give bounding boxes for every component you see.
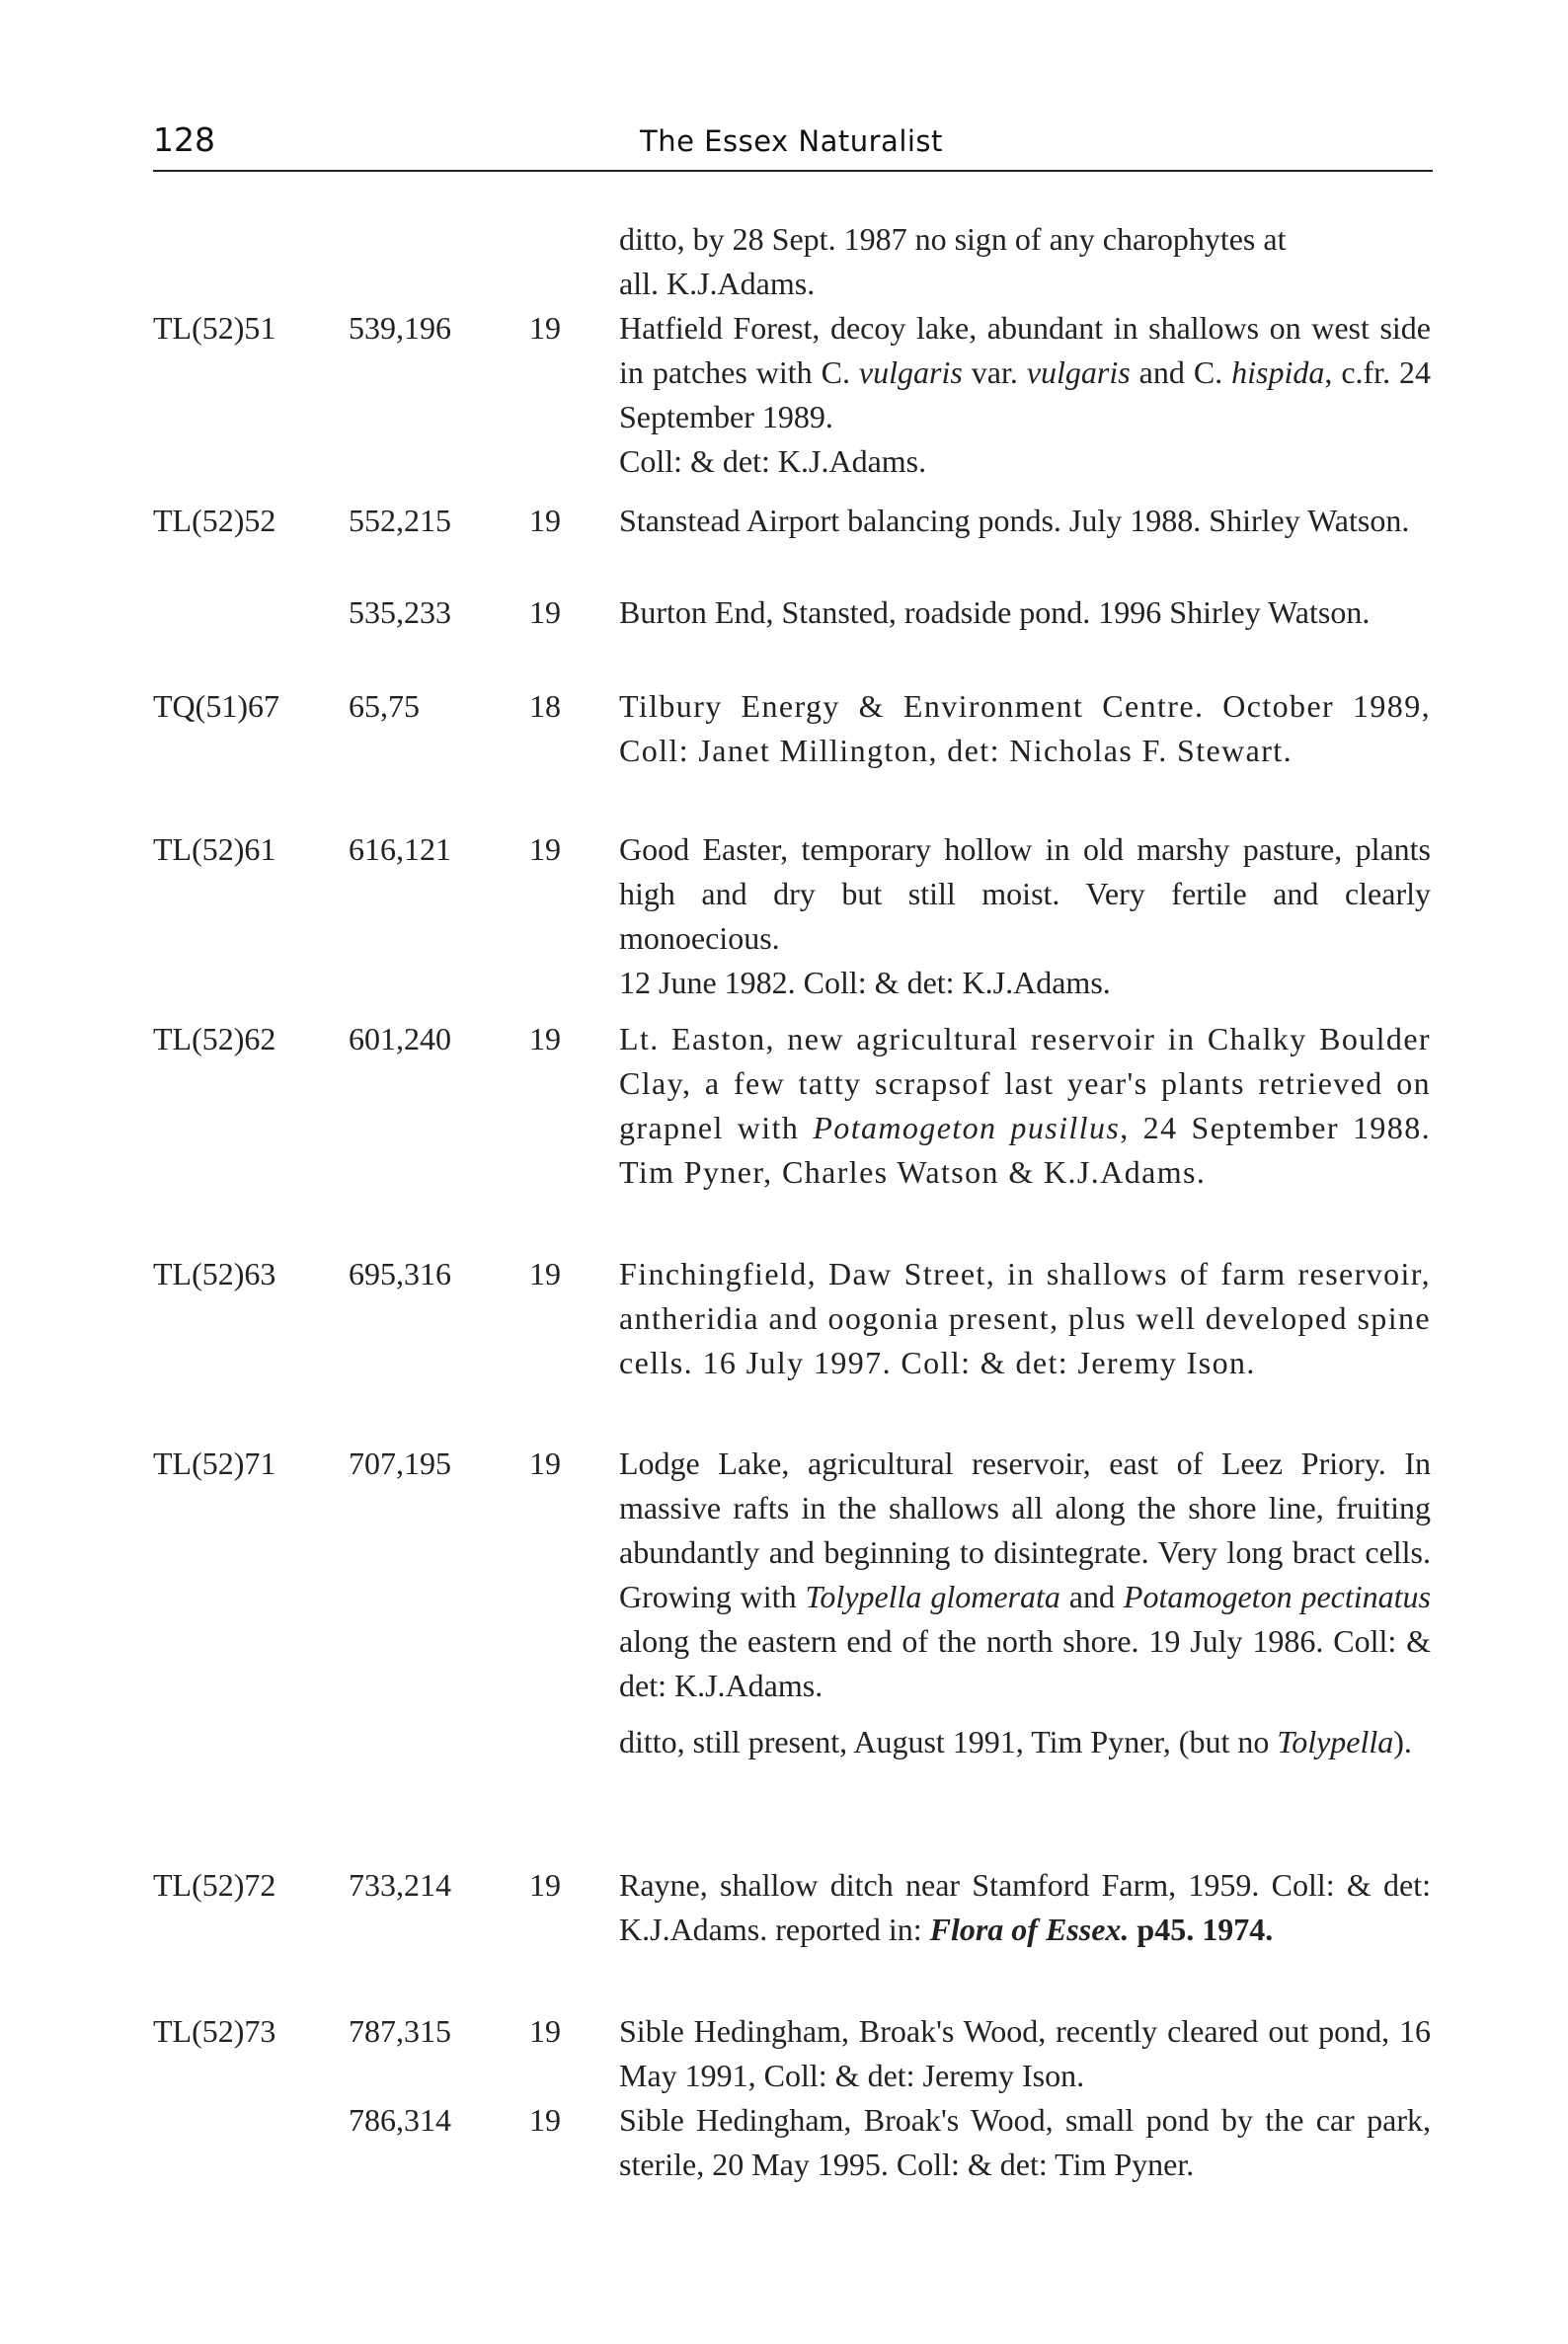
- grid-reference: TL(52)62: [153, 1021, 276, 1056]
- coordinates: 707,195: [349, 1445, 451, 1481]
- vice-county: 18: [529, 688, 561, 724]
- species-name: vulgaris: [858, 354, 963, 390]
- record-text: Burton End, Stansted, roadside pond. 1996 Shirley Watson.: [619, 594, 1371, 630]
- vice-county: 19: [529, 1256, 561, 1291]
- grid-reference: TL(52)72: [153, 1867, 276, 1903]
- record-text: [619, 1863, 1431, 1952]
- coordinates: 65,75: [349, 688, 420, 724]
- text-run: Hatfield Forest, decoy lake, abundant in shallows on west side in patches with C.: [619, 310, 1431, 390]
- text-line: Coll: & det: K.J.Adams.: [619, 443, 927, 479]
- text-paragraph: Good Easter, temporary hollow in old marshy pasture, plants high and dry but still moist. Very fertile and clearly monoecious.: [619, 831, 1431, 956]
- text-run: Rayne, shallow ditch near Stamford Farm, 1959. Coll: & det: K.J.Adams. reported in:: [619, 1867, 1431, 1947]
- vice-county: 19: [529, 310, 561, 346]
- grid-reference: TQ(51)67: [153, 688, 279, 724]
- vice-county: 19: [529, 1021, 561, 1056]
- publication-title: Flora of Essex.: [929, 1912, 1130, 1947]
- record-text: Sible Hedingham, Broak's Wood, recently cleared out pond, 16 May 1991, Coll: & det: Jeremy Ison.: [619, 2013, 1431, 2093]
- record-text: [619, 217, 1431, 306]
- species-name: Potamogeton pusillus: [813, 1110, 1121, 1145]
- coordinates: 601,240: [349, 1021, 451, 1056]
- record-text: [619, 1017, 1431, 1195]
- grid-reference: TL(52)52: [153, 503, 276, 538]
- journal-title: The Essex Naturalist: [640, 124, 943, 158]
- text-run: , c.fr. 24 September 1989.: [619, 354, 1432, 434]
- text-run: and: [1059, 1579, 1124, 1614]
- record-text: Sible Hedingham, Broak's Wood, small pond by the car park, sterile, 20 May 1995. Coll: & det: Tim Pyner.: [619, 2102, 1431, 2182]
- record-text: [619, 827, 1431, 1005]
- vice-county: 19: [529, 594, 561, 630]
- vice-county: 19: [529, 831, 561, 867]
- text-line: 12 June 1982. Coll: & det: K.J.Adams.: [619, 965, 1111, 1000]
- grid-reference: TL(52)51: [153, 310, 276, 346]
- species-name: Tolypella glomerata: [805, 1579, 1060, 1614]
- coordinates: 616,121: [349, 831, 451, 867]
- vice-county: 19: [529, 2102, 561, 2138]
- vice-county: 19: [529, 2013, 561, 2049]
- vice-county: 19: [529, 1867, 561, 1903]
- publication-ref: p45. 1974.: [1129, 1912, 1274, 1947]
- coordinates: 535,233: [349, 594, 451, 630]
- coordinates: 552,215: [349, 503, 451, 538]
- coordinates: 787,315: [349, 2013, 451, 2049]
- record-text: Stanstead Airport balancing ponds. July 1988. Shirley Watson.: [619, 503, 1410, 538]
- record-text: [619, 1442, 1431, 1764]
- text-run: ).: [1393, 1724, 1412, 1759]
- text-line: all. K.J.Adams.: [619, 266, 816, 301]
- text-run: along the eastern end of the north shore. 19 July 1986. Coll: & det: K.J.Adams.: [619, 1623, 1431, 1703]
- coordinates: 695,316: [349, 1256, 451, 1291]
- species-name: Tolypella: [1277, 1724, 1394, 1759]
- grid-reference: TL(52)71: [153, 1445, 276, 1481]
- vice-county: 19: [529, 1445, 561, 1481]
- species-name: hispida: [1231, 354, 1325, 390]
- grid-reference: TL(52)73: [153, 2013, 276, 2049]
- coordinates: 539,196: [349, 310, 451, 346]
- record-text: [619, 306, 1431, 484]
- record-text: Finchingfield, Daw Street, in shallows of farm reservoir, antheridia and oogonia present, plus well developed spine cells. 16 July 1997. Coll: & det: Jeremy Ison.: [619, 1256, 1431, 1380]
- grid-reference: TL(52)61: [153, 831, 276, 867]
- grid-reference: TL(52)63: [153, 1256, 276, 1291]
- text-run: Lt. Easton, new agricultural reservoir in Chalky Boulder Clay, a few tatty scrapsof last year's plants retrieved on grapnel with: [619, 1021, 1431, 1145]
- text-run: , 24 September 1988. Tim Pyner, Charles Watson & K.J.Adams.: [619, 1110, 1432, 1190]
- text-run: and C.: [1130, 354, 1232, 390]
- text-line: ditto, by 28 Sept. 1987 no sign of any charophytes at: [619, 221, 1287, 257]
- text-run: Lodge Lake, agricultural reservoir, east of Leez Priory. In massive rafts in the shallows all along the shore line, fruiting abundantly and beginning to disintegrate. Very long bract cells. Growing with: [619, 1445, 1431, 1614]
- species-name: Potamogeton pectinatus: [1123, 1579, 1432, 1614]
- page-number: 128: [153, 120, 215, 159]
- species-name: vulgaris: [1026, 354, 1131, 390]
- record-text: Tilbury Energy & Environment Centre. October 1989, Coll: Janet Millington, det: Nicholas F. Stewart.: [619, 688, 1431, 768]
- text-run: ditto, still present, August 1991, Tim Pyner, (but no: [619, 1724, 1278, 1759]
- coordinates: 733,214: [349, 1867, 451, 1903]
- coordinates: 786,314: [349, 2102, 451, 2138]
- vice-county: 19: [529, 503, 561, 538]
- text-run: var.: [962, 354, 1027, 390]
